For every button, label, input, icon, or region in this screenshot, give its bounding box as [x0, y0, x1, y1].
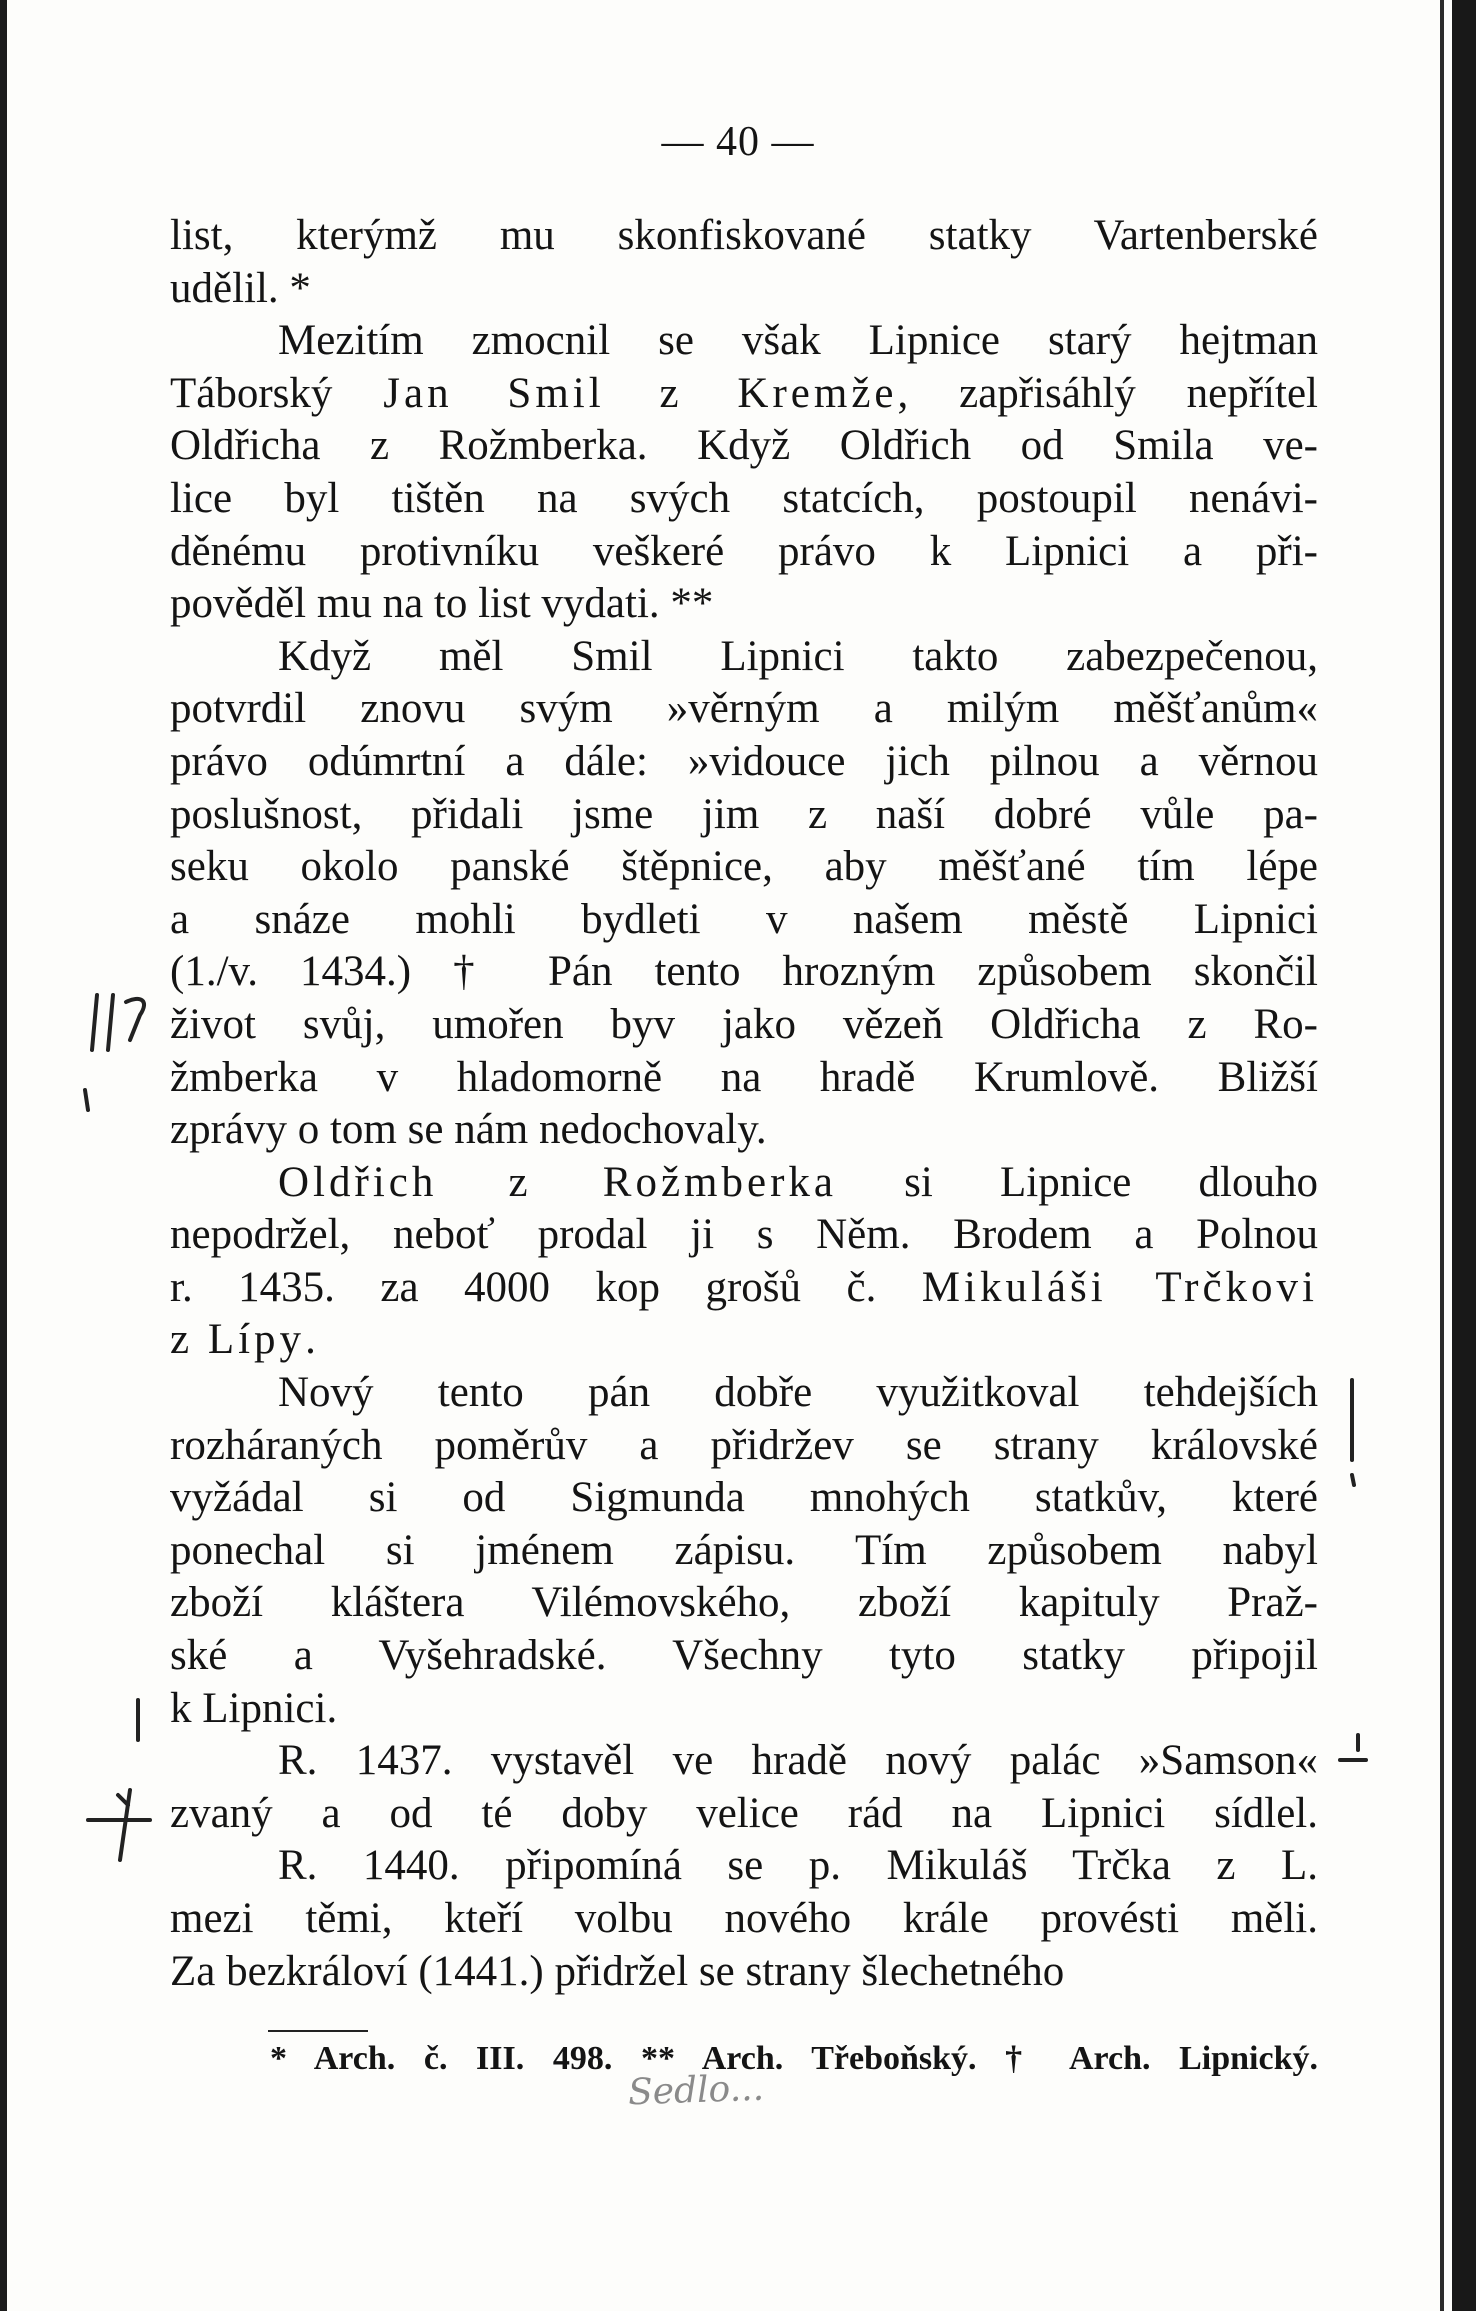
text-line: list, kterýmž mu skonfiskované statky Vartenberské [170, 212, 1318, 259]
text-line: zvaný a od té doby velice rád na Lipnici sídlel. [170, 1789, 1318, 1837]
text-line: r. 1435. za 4000 kop grošů č. Mikuláši Trčkovi [170, 1263, 1318, 1311]
text-line: právo odúmrtní a dále: »vidouce jich pilnou a věrnou [170, 737, 1318, 785]
text-line: udělil. * [170, 264, 311, 312]
margin-mark-stroke [1352, 1475, 1354, 1485]
body-text [170, 210, 1318, 1998]
text-line: zboží kláštera Vilémovského, zboží kapituly Praž- [170, 1579, 1318, 1627]
margin-mark-stroke [92, 995, 97, 1050]
text-line: Oldřicha z Rožmberka. Když Oldřich od Smila ve- [170, 422, 1318, 470]
spaced-name: z Lípy [170, 1316, 306, 1364]
text-line: poslušnost, přidali jsme jim z naší dobré vůle pa- [170, 790, 1318, 838]
text-line: život svůj, umořen byv jako vězeň Oldřicha z Ro- [170, 1000, 1318, 1048]
text-line: ponechal si jménem zápisu. Tím způsobem nabyl [170, 1526, 1318, 1574]
text-line: vyžádal si od Sigmunda mnohých statkův, které [170, 1474, 1318, 1522]
text-line: Mezitím zmocnil se však Lipnice starý hejtman [278, 317, 1318, 365]
text-line: seku okolo panské štěpnice, aby měšťané tím lépe [170, 843, 1318, 891]
text-line: potvrdil znovu svým »věrným a milým měšťanům« [170, 685, 1318, 733]
scan-edge-right [1452, 0, 1476, 2311]
margin-mark-stroke [120, 1790, 130, 1860]
text-line: Oldřich z Rožmberka si Lipnice dlouho [278, 1158, 1318, 1206]
text-line: R. 1440. připomíná se p. Mikuláš Trčka z L. [278, 1842, 1318, 1890]
text-line: děnému protivníku veškeré právo k Lipnici a při- [170, 527, 1318, 575]
text-line: nepodržel, neboť prodal ji s Něm. Brodem a Polnou [170, 1211, 1318, 1259]
margin-mark-stroke [118, 1795, 128, 1805]
text-line: pověděl mu na to list vydati. ** [170, 580, 714, 628]
text-line: rozháraných poměrův a přidržev se strany královské [170, 1421, 1318, 1469]
text-line: Nový tento pán dobře využitkoval tehdejších [278, 1369, 1318, 1417]
text-line: žmberka v hladomorně na hradě Krumlově. Bližší [170, 1053, 1318, 1101]
scan-edge-right-inner [1440, 0, 1444, 2311]
margin-mark-stroke [85, 1090, 88, 1110]
text-line: Za bezkráloví (1441.) přidržel se strany šlechetného [170, 1947, 1065, 1995]
page-number: — 40 — [661, 119, 815, 165]
margin-mark-stroke [108, 995, 113, 1050]
spaced-name: Jan Smil z Kremže [383, 369, 898, 417]
text-line: ské a Vyšehradské. Všechny tyto statky připojil [170, 1632, 1318, 1680]
spaced-name: Mikuláši Trčkovi [921, 1263, 1318, 1311]
text-line: R. 1437. vystavěl ve hradě nový palác »Samson« [278, 1737, 1318, 1785]
text-line: z Lípy. [170, 1316, 316, 1364]
text-line: Když měl Smil Lipnici takto zabezpečenou, [278, 632, 1318, 680]
margin-mark-stroke [126, 999, 144, 1040]
footnote-rule [268, 2030, 368, 2032]
footnotes: * Arch. č. III. 498. ** Arch. Třeboňský. † Arch. Lipnický. [270, 2040, 1318, 2077]
pencil-annotation: Sedlo... [627, 2067, 765, 2114]
text-line: a snáze mohli bydleti v našem městě Lipnici [170, 895, 1318, 943]
text-line: k Lipnici. [170, 1684, 338, 1732]
text-line: mezi těmi, kteří volbu nového krále provésti měli. [170, 1895, 1318, 1942]
text-line: (1./v. 1434.) † Pán tento hrozným způsobem skončil [170, 948, 1318, 996]
text-line: Táborský Jan Smil z Kremže, zapřisáhlý nepřítel [170, 369, 1318, 417]
text-line: zprávy o tom se nám nedochovaly. [170, 1106, 767, 1154]
spaced-name: Oldřich z Rožmberka [278, 1158, 837, 1206]
scan-edge-left [0, 0, 7, 2311]
text-line: lice byl tištěn na svých statcích, postoupil nenávi- [170, 474, 1318, 522]
